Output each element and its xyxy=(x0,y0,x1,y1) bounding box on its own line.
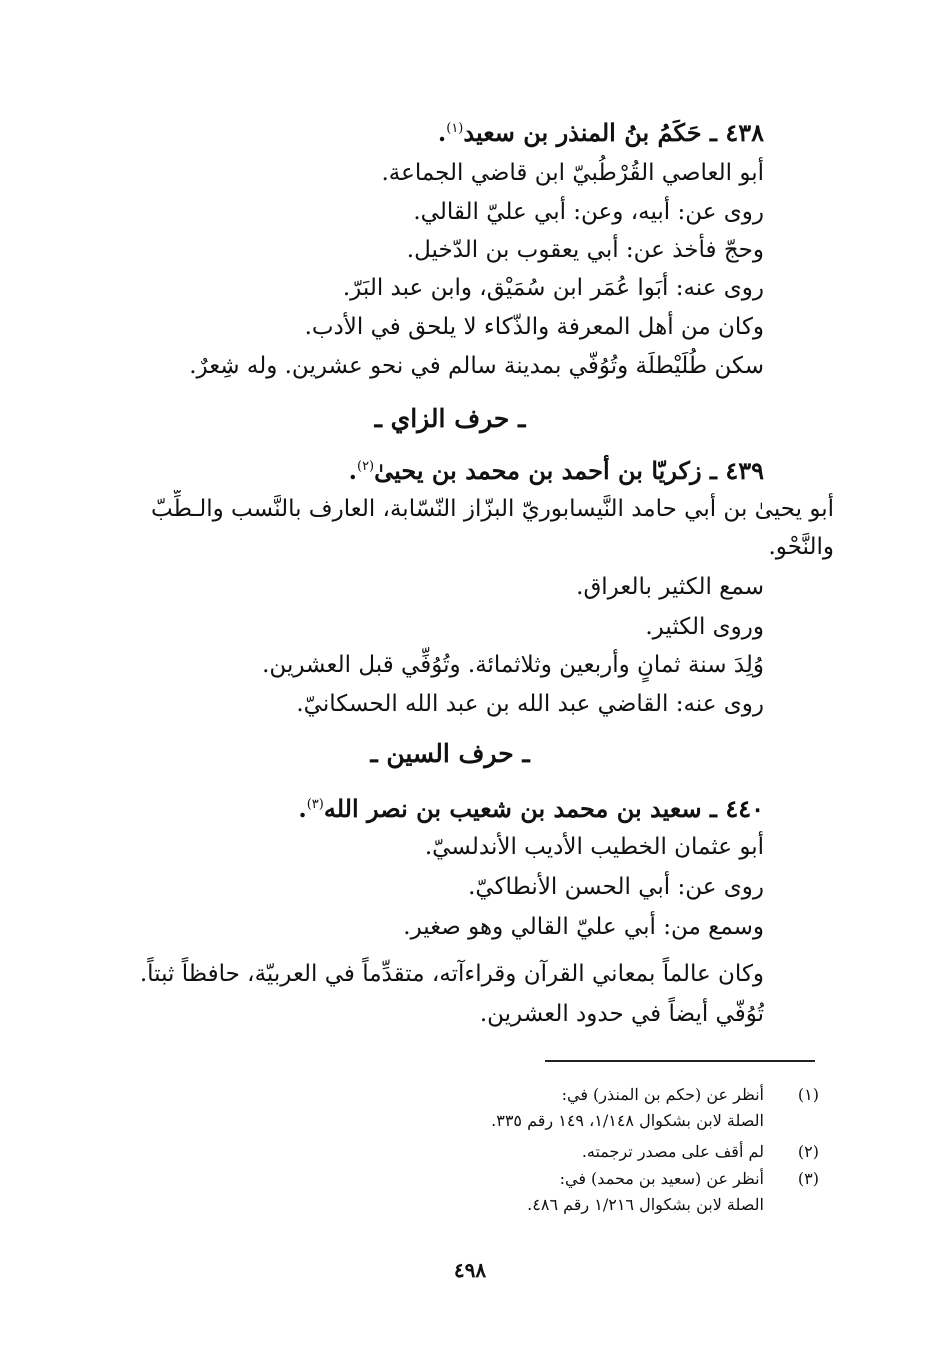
footnote-number: (٣) xyxy=(797,1169,819,1188)
footnote-line: أنظر عن (حكم بن المنذر) في: xyxy=(561,1085,764,1104)
entry-line: وكان عالماً بمعاني القرآن وقراءآته، متقدِّماً في العربيّة، حافظاً ثبتاً. xyxy=(139,961,764,987)
entry-number: ٤٣٩ xyxy=(725,456,764,485)
footnote-separator xyxy=(545,1060,815,1062)
footnote-ref: (١) xyxy=(446,121,464,136)
entry-line: روى عنه: أبَوا عُمَر ابن سُمَيْق، وابن عبد البَرّ. xyxy=(342,275,764,301)
entry-line: سكن طُلَيْطلَة وتُوُفّي بمدينة سالم في نحو عشرين. وله شِعرٌ. xyxy=(189,353,764,379)
entry-heading: ٤٤٠ ـ سعيد بن محمد بن شعيب بن نصر الله$^{(٣)}$. xyxy=(298,794,764,823)
entry-line: أبو العاصي القُرْطُبيّ ابن قاضي الجماعة. xyxy=(381,160,764,186)
entry-line: روى عن: أبي الحسن الأنطاكيّ. xyxy=(468,874,764,900)
entry-name: سعيد بن محمد بن شعيب بن نصر الله xyxy=(323,794,702,823)
footnote-ref: (٢) xyxy=(356,459,375,474)
entry-name: حَكَمُ بنُ المنذر بن سعيد xyxy=(463,118,702,147)
entry-line: وروى الكثير. xyxy=(645,614,764,640)
section-heading: ـ حرف الزاي ـ xyxy=(374,404,526,433)
footnote-line: لم أقف على مصدر ترجمته. xyxy=(581,1142,764,1161)
footnote-ref: (٣) xyxy=(306,797,324,812)
entry-number: ٤٤٠ xyxy=(725,794,764,823)
entry-heading: ٤٣٩ ـ زكريّا بن أحمد بن محمد بن يحيىٰ$^{(٢)}$. xyxy=(348,456,764,485)
entry-line: أبو عثمان الخطيب الأديب الأندلسيّ. xyxy=(424,834,764,860)
entry-line: أبو يحيىٰ بن أبي حامد النَّيسابوريّ البزّاز النّسّابة، العارف بالنَّسب والـطِّبّ xyxy=(151,496,834,522)
entry-line: سمع الكثير بالعراق. xyxy=(576,574,764,600)
entry-line: وكان من أهل المعرفة والذّكاء لا يلحق في الأدب. xyxy=(304,314,764,340)
footnote-line: الصلة لابن بشكوال ١/١٤٨، ١٤٩ رقم ٣٣٥. xyxy=(491,1111,764,1130)
entry-name: زكريّا بن أحمد بن محمد بن يحيىٰ xyxy=(374,456,702,485)
entry-heading: ٤٣٨ ـ حَكَمُ بنُ المنذر بن سعيد$^{(١)}$. xyxy=(437,118,764,147)
entry-line: تُوُفّي أيضاً في حدود العشرين. xyxy=(479,1001,764,1027)
footnote-number: (٢) xyxy=(797,1142,819,1161)
entry-line: روى عن: أبيه، وعن: أبي عليّ القالي. xyxy=(413,199,764,225)
page-number: ٤٩٨ xyxy=(453,1258,487,1282)
entry-number: ٤٣٨ xyxy=(725,118,764,147)
footnote-line: أنظر عن (سعيد بن محمد) في: xyxy=(559,1169,764,1188)
entry-line: وسمع من: أبي عليّ القالي وهو صغير. xyxy=(403,914,764,940)
entry-line: روى عنه: القاضي عبد الله بن عبد الله الحسكانيّ. xyxy=(296,691,764,717)
entry-line: وحجّ فأخذ عن: أبي يعقوب بن الدّخيل. xyxy=(406,237,764,263)
footnote-number: (١) xyxy=(797,1085,819,1104)
footnote-line: الصلة لابن بشكوال ١/٢١٦ رقم ٤٨٦. xyxy=(527,1195,764,1214)
section-heading: ـ حرف السين ـ xyxy=(370,739,530,768)
entry-line: والنَّحْو. xyxy=(768,534,834,560)
entry-line: وُلِدَ سنة ثمانٍ وأربعين وثلاثمائة. وتُوُفِّي قبل العشرين. xyxy=(262,652,764,678)
